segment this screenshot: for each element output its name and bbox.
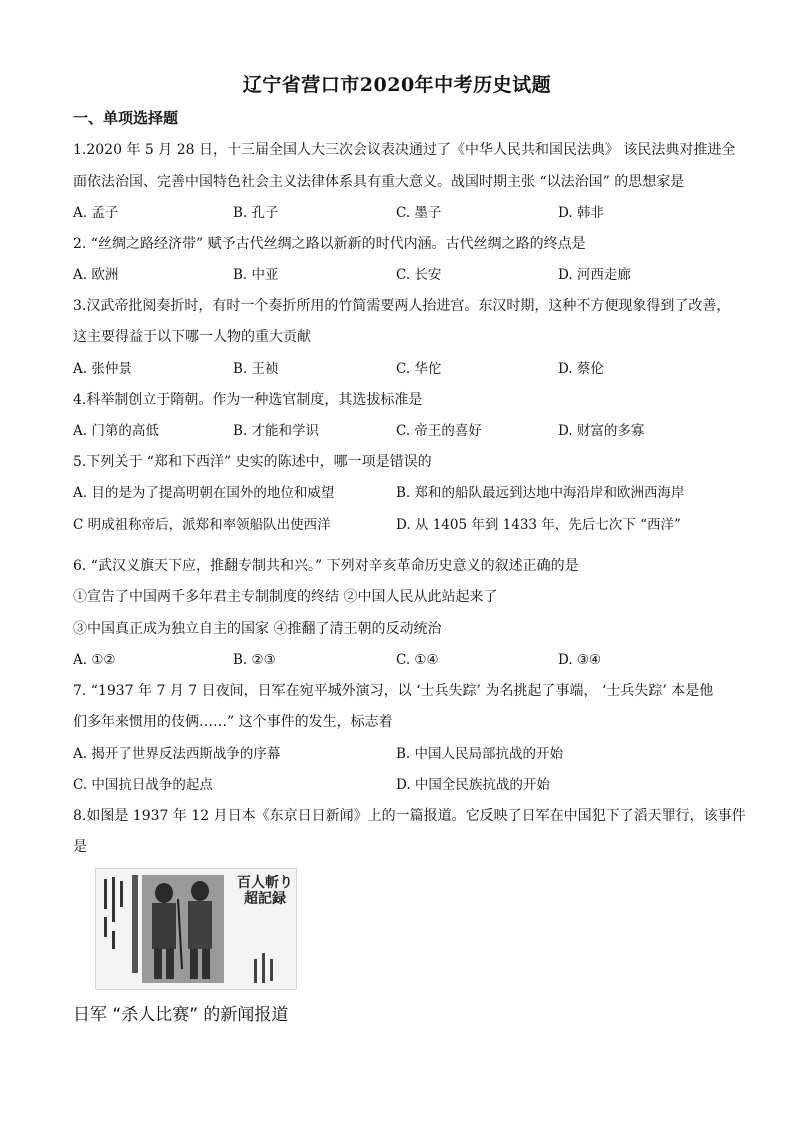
q4-option-b: B. 才能和学识	[233, 423, 320, 439]
newspaper-headline: 百人斬り超記録	[237, 875, 293, 907]
q3-stem-line1: 3.汉武帝批阅奏折时，有时一个奏折所用的竹简需要两人抬进宫。东汉时期，这种不方便现象得到了改善，	[73, 298, 731, 314]
newspaper-photo	[95, 868, 297, 990]
q3-stem-line2: 这主要得益于以下哪一人物的重大贡献	[73, 329, 311, 345]
q7-stem-line2: 们多年来惯用的伎俩……” 这个事件的发生，标志着	[73, 714, 393, 730]
q6-option-d: D. ③④	[558, 652, 602, 668]
q1-option-c: C. 墨子	[396, 205, 442, 221]
q3-option-d: D. 蔡伦	[558, 361, 604, 377]
q5-option-a: A. 目的是为了提高明朝在国外的地位和威望	[73, 485, 335, 501]
q1-stem-line1: 1.2020 年 5 月 28 日，十三届全国人大三次会议表决通过了《中华人民共和国民法典》 该民法典对推进全	[73, 142, 736, 158]
q1-option-b: B. 孔子	[233, 205, 279, 221]
q7-stem-line1: 7. “1937 年 7 月 7 日夜间，日军在宛平城外演习，以 ‘士兵失踪’ 为名挑起了事端， ‘士兵失踪’ 本是他	[73, 683, 714, 699]
q6-stem-line1: 6. “武汉义旗天下应，推翻专制共和兴。” 下列对辛亥革命历史意义的叙述正确的是	[73, 558, 579, 574]
q5-option-d: D. 从 1405 年到 1433 年，先后七次下 “西洋”	[396, 517, 681, 533]
q4-option-c: C. 帝王的喜好	[396, 423, 482, 439]
q2-option-a: A. 欧洲	[73, 267, 119, 283]
q2-option-c: C. 长安	[396, 267, 442, 283]
q2-option-b: B. 中亚	[233, 267, 279, 283]
q5-option-c: C 明成祖称帝后，派郑和率领船队出使西洋	[73, 517, 331, 533]
q4-stem-line1: 4.科举制创立于隋朝。作为一种选官制度，其选拔标准是	[73, 392, 423, 408]
q6-stem-line2: ①宣告了中国两千多年君主专制制度的终结 ②中国人民从此站起来了	[73, 589, 498, 605]
q2-stem-line1: 2. “丝绸之路经济带” 赋予古代丝绸之路以新新的时代内涵。古代丝绸之路的终点是	[73, 236, 586, 252]
page-title: 辽宁省营口市2020年中考历史试题	[242, 74, 552, 96]
q2-option-d: D. 河西走廊	[558, 267, 631, 283]
q8-stem-line2: 是	[73, 839, 87, 855]
q1-option-d: D. 韩非	[558, 205, 604, 221]
q6-option-c: C. ①④	[396, 652, 439, 668]
q8-stem-line1: 8.如图是 1937 年 12 月日本《东京日日新闻》上的一篇报道。它反映了日军在中国犯下了滔天罪行，该事件	[73, 808, 746, 824]
section-heading: 一、单项选择题	[73, 109, 179, 127]
q4-option-a: A. 门第的高低	[73, 423, 159, 439]
q6-option-b: B. ②③	[233, 652, 276, 668]
q6-option-a: A. ①②	[73, 652, 116, 668]
q1-stem-line2: 面依法治国、完善中国特色社会主义法律体系具有重大意义。战国时期主张 “以法治国” 的思想家是	[73, 174, 685, 190]
q7-option-d: D. 中国全民族抗战的开始	[396, 777, 550, 793]
q3-option-a: A. 张仲景	[73, 361, 132, 377]
q4-option-d: D. 财富的多寡	[558, 423, 645, 439]
photo-caption: 日军 “杀人比赛” 的新闻报道	[73, 1005, 289, 1025]
q3-option-c: C. 华佗	[396, 361, 442, 377]
q6-stem-line3: ③中国真正成为独立自主的国家 ④推翻了清王朝的反动统治	[73, 621, 442, 637]
q5-stem-line1: 5.下列关于 “郑和下西洋” 史实的陈述中，哪一项是错误的	[73, 454, 432, 470]
q3-option-b: B. 王祯	[233, 361, 279, 377]
q7-option-c: C. 中国抗日战争的起点	[73, 777, 213, 793]
q7-option-b: B. 中国人民局部抗战的开始	[396, 746, 564, 762]
q7-option-a: A. 揭开了世界反法西斯战争的序幕	[73, 746, 281, 762]
q5-option-b: B. 郑和的船队最远到达地中海沿岸和欧洲西海岸	[396, 485, 685, 501]
q1-option-a: A. 孟子	[73, 205, 119, 221]
